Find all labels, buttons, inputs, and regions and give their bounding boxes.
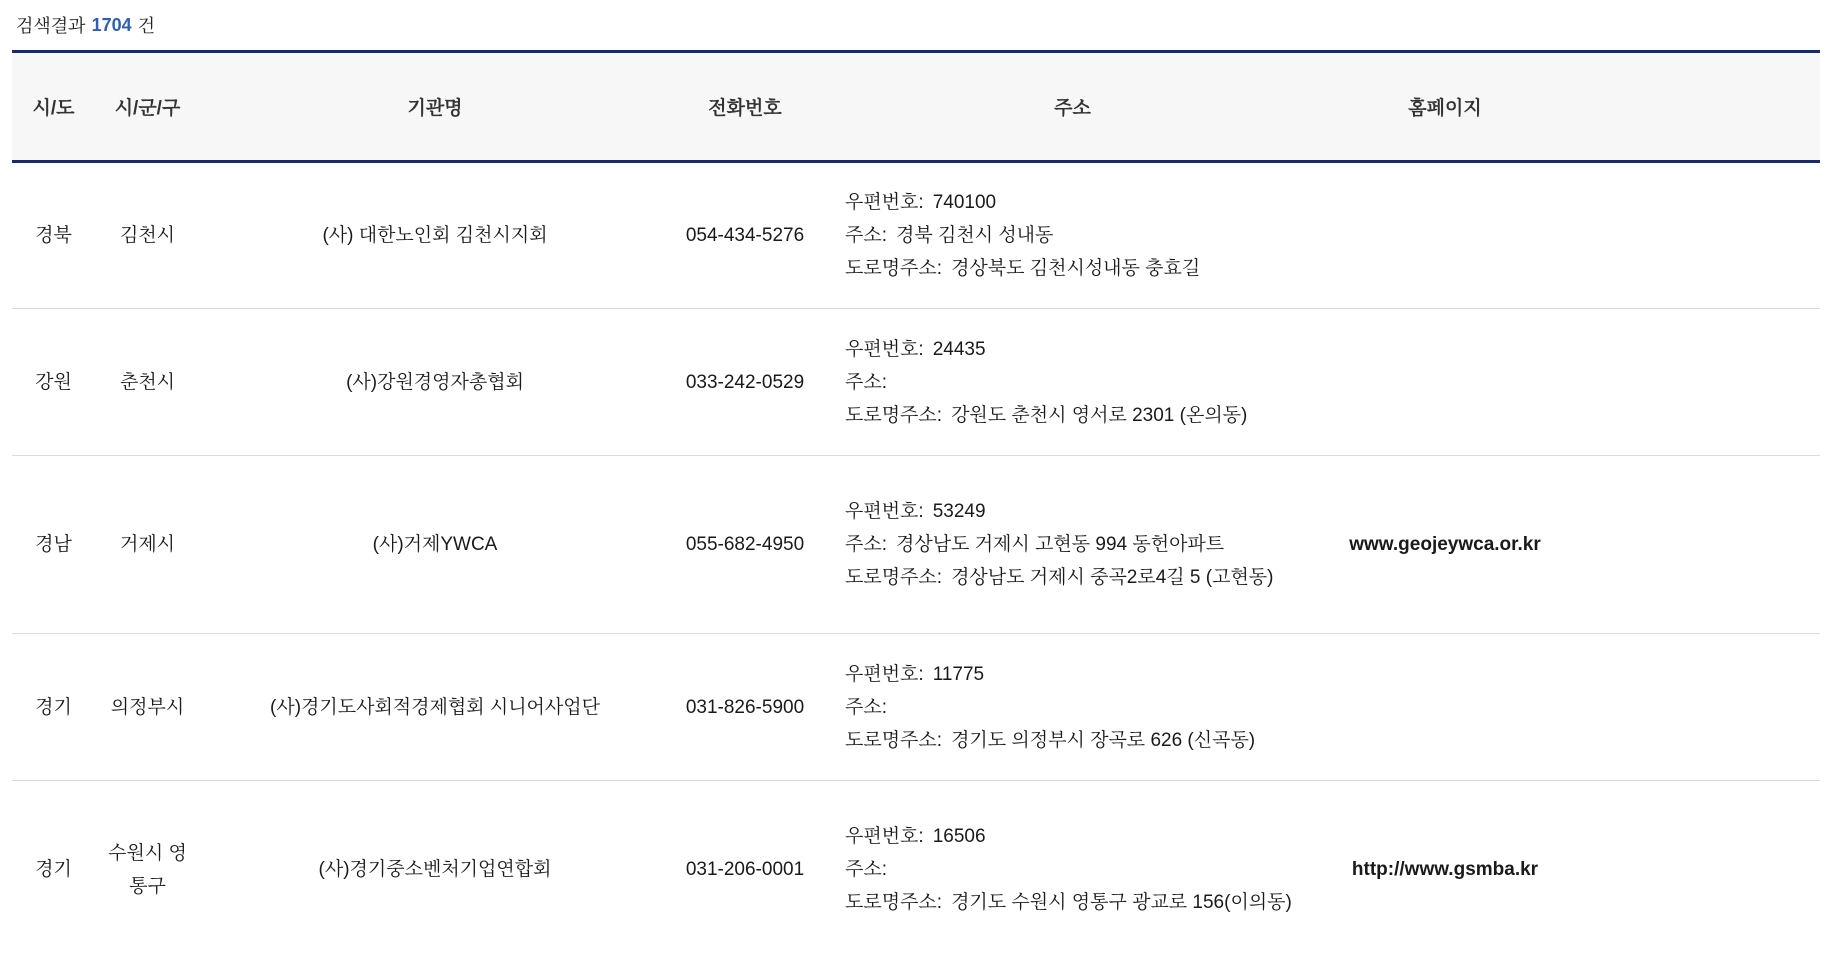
zip-value: 53249 [932, 501, 986, 522]
road-label: 도로명주소: [845, 892, 943, 914]
address-line-lot [845, 691, 1295, 724]
zip-value: 11775 [932, 663, 985, 685]
road-value: 경기도 의정부시 장곡로 626 (신곡동) [951, 729, 1256, 751]
table-row [12, 162, 1820, 309]
address-line-lot [845, 366, 1295, 399]
addr-label: 주소: [845, 696, 887, 718]
search-result-unit: 건 [137, 16, 155, 36]
column-header-sigungu: 시/군/구 [95, 52, 200, 162]
addr-value: 경상남도 거제시 고현동 994 동헌아파트 [896, 534, 1225, 555]
zip-label: 우편번호: [845, 192, 924, 213]
zip-label: 우편번호: [845, 501, 924, 522]
column-header-sido: 시/도 [12, 52, 95, 162]
address-line-lot [845, 219, 1295, 252]
table-row [12, 456, 1820, 634]
cell-phone: 031-826-5900 [670, 634, 820, 781]
cell-filler [1565, 309, 1820, 456]
cell-sigungu: 의정부시 [95, 634, 200, 781]
addr-label: 주소: [845, 371, 887, 393]
cell-sigungu: 수원시 영통구 [95, 781, 200, 959]
addr-label: 주소: [845, 534, 887, 555]
cell-phone: 054-434-5276 [685, 225, 805, 246]
address-line-road [845, 886, 1295, 919]
zip-label: 우편번호: [845, 826, 924, 848]
zip-label: 우편번호: [845, 338, 924, 360]
results-table [12, 50, 1820, 959]
cell-sido: 경기 [12, 781, 95, 959]
addr-label: 주소: [845, 859, 887, 881]
column-header-homepage: 홈페이지 [1325, 52, 1565, 162]
column-header-phone: 전화번호 [670, 52, 820, 162]
address-line-road [845, 252, 1295, 285]
road-label: 도로명주소: [845, 404, 943, 426]
column-header-org: 기관명 [200, 52, 670, 162]
cell-sigungu: 춘천시 [95, 309, 200, 456]
table-row [12, 781, 1820, 959]
cell-sido: 경기 [12, 634, 95, 781]
zip-value: 16506 [932, 826, 986, 848]
column-header-address: 주소 [820, 52, 1325, 162]
cell-sigungu: 거제시 [95, 456, 200, 634]
cell-sido: 강원 [12, 309, 95, 456]
cell-homepage [1325, 781, 1565, 959]
road-value: 경상남도 거제시 중곡2로4길 5 (고현동) [951, 567, 1274, 588]
cell-org-name: (사)경기중소벤처기업연합회 [200, 781, 670, 959]
cell-filler [1565, 634, 1820, 781]
cell-sigungu: 김천시 [119, 225, 176, 246]
zip-value: 24435 [932, 338, 986, 360]
address-line-road [845, 561, 1295, 594]
cell-sido: 경북 [35, 225, 72, 246]
cell-address [820, 162, 1325, 309]
table-row [12, 634, 1820, 781]
addr-label: 주소: [845, 225, 887, 246]
cell-org-name: (사)강원경영자총협회 [200, 309, 670, 456]
table-row [12, 309, 1820, 456]
cell-phone: 055-682-4950 [670, 456, 820, 634]
cell-homepage [1325, 309, 1565, 456]
address-line-zip [845, 820, 1295, 853]
address-line-road [845, 399, 1295, 432]
road-label: 도로명주소: [845, 729, 943, 751]
homepage-link[interactable]: http://www.gsmba.kr [1351, 859, 1539, 881]
cell-filler [1565, 162, 1820, 309]
cell-address [820, 634, 1325, 781]
address-line-lot [845, 853, 1295, 886]
search-result-label: 검색결과 [16, 16, 86, 36]
address-line-lot [845, 528, 1295, 561]
zip-value: 740100 [932, 192, 997, 213]
result-count-bar [12, 0, 1820, 50]
column-header-filler [1565, 52, 1820, 162]
cell-address [820, 309, 1325, 456]
address-line-zip [845, 658, 1295, 691]
road-value: 강원도 춘천시 영서로 2301 (온의동) [951, 404, 1248, 426]
cell-org-name: (사)경기도사회적경제협회 시니어사업단 [200, 634, 670, 781]
zip-label: 우편번호: [845, 663, 924, 685]
cell-phone: 033-242-0529 [670, 309, 820, 456]
cell-phone: 031-206-0001 [670, 781, 820, 959]
homepage-link[interactable]: www.geojeywca.or.kr [1349, 534, 1541, 555]
cell-address [820, 781, 1325, 959]
cell-homepage [1325, 162, 1565, 309]
road-label: 도로명주소: [845, 258, 943, 279]
address-line-zip [845, 495, 1295, 528]
addr-value: 경북 김천시 성내동 [896, 225, 1054, 246]
header-row [12, 52, 1820, 162]
cell-homepage [1325, 634, 1565, 781]
search-result-count: 1704 [91, 14, 132, 35]
address-line-road [845, 724, 1295, 757]
address-line-zip [845, 333, 1295, 366]
cell-org-name: (사) 대한노인회 김천시지회 [322, 225, 548, 246]
cell-address [820, 456, 1325, 634]
cell-filler [1565, 781, 1820, 959]
cell-filler [1565, 456, 1820, 634]
address-line-zip [845, 186, 1295, 219]
road-label: 도로명주소: [845, 567, 943, 588]
cell-sido: 경남 [12, 456, 95, 634]
cell-org-name: (사)거제YWCA [200, 456, 670, 634]
road-value: 경기도 수원시 영통구 광교로 156(이의동) [951, 892, 1292, 914]
road-value: 경상북도 김천시성내동 충효길 [951, 258, 1201, 279]
table-header [12, 52, 1820, 162]
cell-homepage [1325, 456, 1565, 634]
